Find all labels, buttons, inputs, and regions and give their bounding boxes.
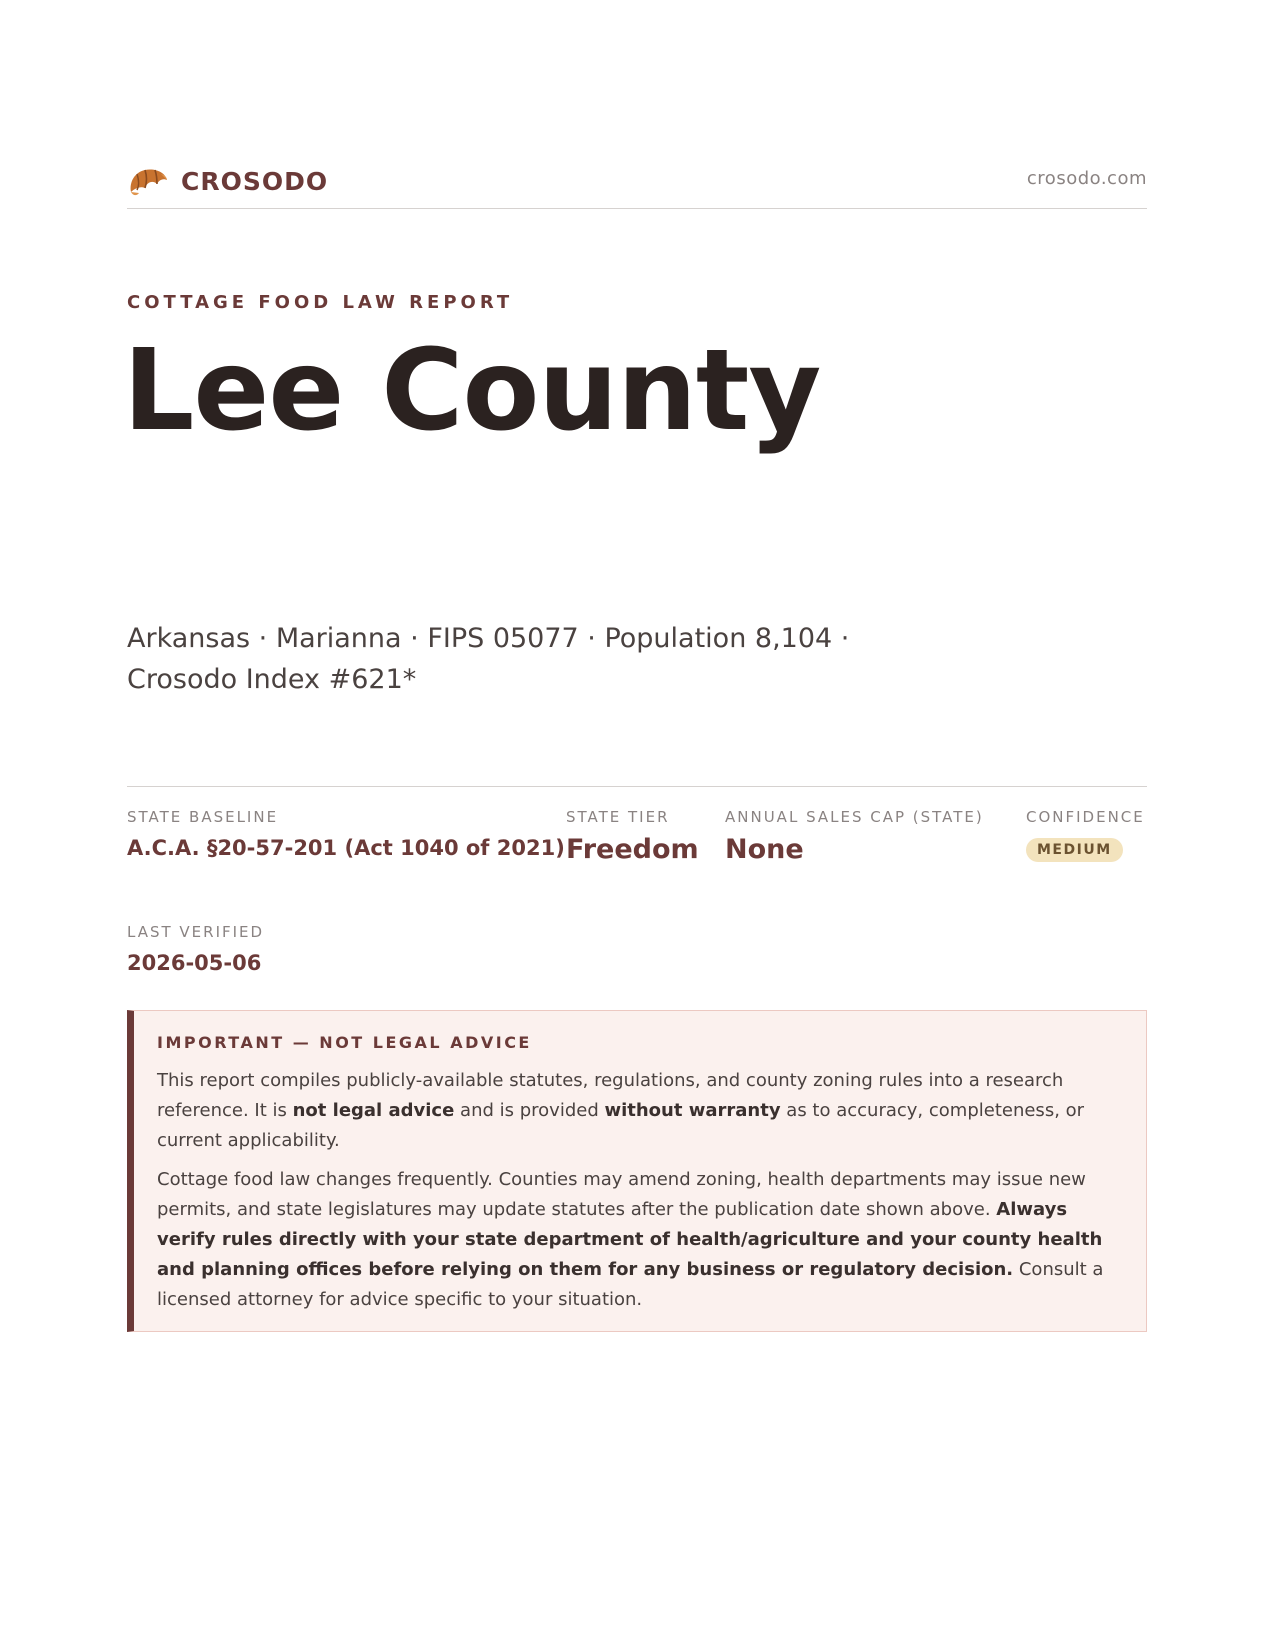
confidence: [1026, 808, 1145, 862]
divider: [127, 786, 1147, 787]
last-verified-value: 2026-05-06: [127, 951, 262, 975]
disclaimer-emphasis: without warranty: [604, 1100, 781, 1121]
confidence-badge: MEDIUM: [1026, 838, 1123, 862]
croissant-icon: [127, 162, 169, 200]
annual-sales-cap-label: ANNUAL SALES CAP (STATE): [725, 808, 984, 826]
annual-sales-cap-value: None: [725, 834, 804, 865]
disclaimer-paragraph-2: [157, 1165, 1120, 1315]
state-tier: [566, 808, 699, 865]
page-title: Lee County: [123, 326, 821, 456]
disclaimer-text: Consult a licensed attorney for advice specific to your situation.: [157, 1259, 1104, 1310]
annual-sales-cap: [725, 808, 984, 865]
brand[interactable]: [127, 162, 328, 200]
state-baseline: [127, 808, 565, 860]
disclaimer-text: Cottage food law changes frequently. Counties may amend zoning, health departments may issue new permits, and state legislatures may update statutes after the publication date shown above.: [157, 1169, 1086, 1220]
state-tier-label: STATE TIER: [566, 808, 670, 826]
county-summary: [127, 618, 887, 700]
last-verified-label: LAST VERIFIED: [127, 923, 265, 941]
disclaimer-text: and is provided: [454, 1100, 605, 1121]
disclaimer-emphasis: Always verify rules directly with your state department of health/agriculture and your county health and planning offices before relying on them for any business or regulatory decision.: [157, 1199, 1103, 1280]
legal-disclaimer: [127, 1010, 1147, 1332]
disclaimer-paragraph-1: [157, 1066, 1120, 1156]
disclaimer-text: This report compiles publicly-available statutes, regulations, and county zoning rules into a research reference. It is: [157, 1070, 1064, 1121]
county-summary-line-2: Crosodo Index #621*: [127, 664, 417, 695]
state-tier-value: Freedom: [566, 834, 699, 865]
disclaimer-title: IMPORTANT — NOT LEGAL ADVICE: [157, 1033, 532, 1052]
state-baseline-value: A.C.A. §20-57-201 (Act 1040 of 2021): [127, 836, 565, 860]
confidence-label: CONFIDENCE: [1026, 808, 1145, 826]
county-summary-line-1: Arkansas · Marianna · FIPS 05077 · Population 8,104 ·: [127, 623, 850, 654]
disclaimer-text: as to accuracy, completeness, or current applicability.: [157, 1100, 1085, 1151]
site-url[interactable]: crosodo.com: [1026, 168, 1147, 189]
last-verified: [127, 923, 264, 975]
page-header: [127, 158, 1147, 209]
disclaimer-emphasis: not legal advice: [292, 1100, 455, 1121]
report-type-label: COTTAGE FOOD LAW REPORT: [127, 292, 514, 313]
state-baseline-label: STATE BASELINE: [127, 808, 279, 826]
brand-name: CROSODO: [181, 166, 329, 196]
